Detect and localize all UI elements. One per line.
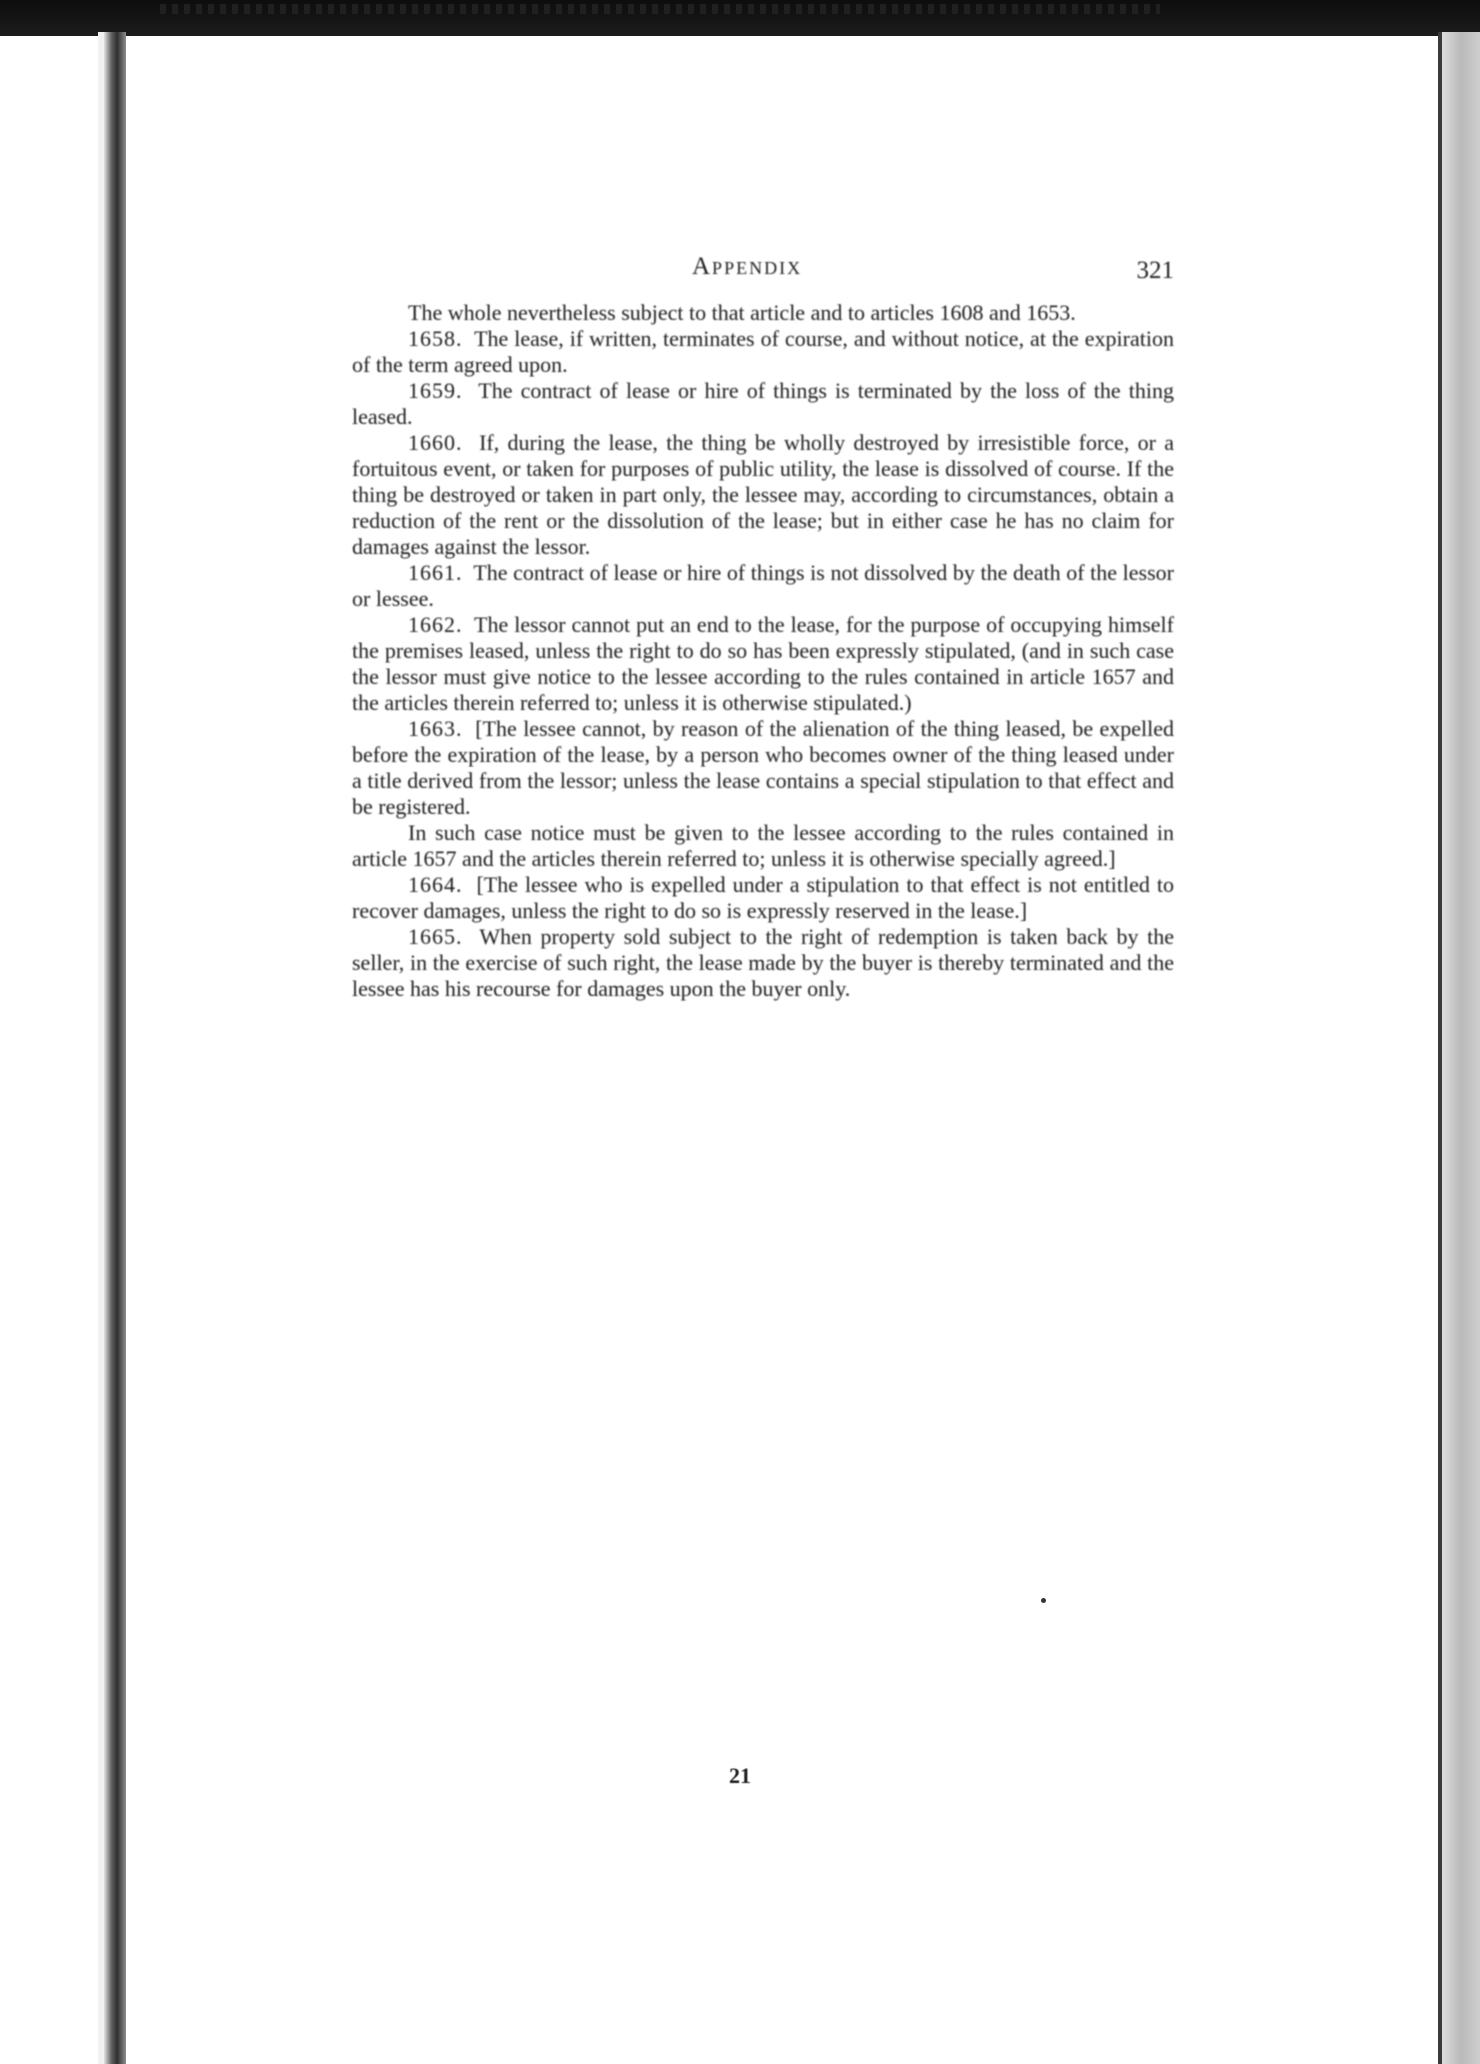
book-gutter-shadow [104, 32, 126, 2064]
scan-top-band [0, 0, 1480, 36]
paragraph-text: The lease, if written, terminates of course, and without notice, at the expiration of the term agreed upon. [352, 326, 1174, 377]
signature-mark: 21 [729, 1763, 751, 1788]
page-body [352, 250, 1174, 1002]
paragraph-text: In such case notice must be given to the lessee according to the rules contained in article 1657 and the articles therein referred to; unless it is otherwise specially agreed.] [352, 820, 1174, 871]
article-number: 1665. [408, 924, 463, 949]
paragraph-text: [The lessee cannot, by reason of the alienation of the thing leased, be expelled before the expiration of the lease, by a person who becomes owner of the thing leased under a title derived from the lessor; unless the lease contains a special stipulation to that effect and be registered. [352, 716, 1175, 819]
paragraph-text: The contract of lease or hire of things is not dissolved by the death of the lessor or lessee. [352, 560, 1174, 611]
page-header [352, 250, 1174, 300]
article-number: 1662. [408, 612, 463, 637]
paragraph-text: The whole nevertheless subject to that article and to articles 1608 and 1653. [408, 300, 1076, 325]
paragraph-text: The contract of lease or hire of things is terminated by the loss of the thing leased. [352, 378, 1174, 429]
article-number: 1663. [408, 716, 463, 741]
paragraph [352, 924, 1174, 1002]
paragraph [352, 612, 1174, 716]
paragraph [352, 326, 1174, 378]
article-number: 1660. [408, 430, 463, 455]
paragraph [352, 300, 1174, 326]
article-number: 1661. [408, 560, 463, 585]
scan-right-background [1442, 32, 1480, 2064]
article-number: 1658. [408, 326, 463, 351]
paragraph [352, 430, 1174, 560]
paragraph-text: When property sold subject to the right of redemption is taken back by the seller, in the exercise of such right, the lease made by the buyer is thereby terminated and the lessee has his recourse for damages upon the buyer only. [352, 924, 1174, 1001]
paragraph [352, 820, 1174, 872]
paragraph-text: [The lessee who is expelled under a stipulation to that effect is not entitled to recover damages, unless the right to do so is expressly reserved in the lease.] [352, 872, 1174, 923]
article-number: 1659. [408, 378, 463, 403]
paragraph [352, 378, 1174, 430]
paragraph [352, 560, 1174, 612]
paragraph-text: If, during the lease, the thing be wholly destroyed by irresistible force, or a fortuitous event, or taken for purposes of public utility, the lease is dissolved of course. If the thing be destroyed or taken in part only, the lessee may, according to circumstances, obtain a reduction of the rent or the dissolution of the lease; but in either case he has no claim for damages against the lessor. [352, 430, 1174, 559]
paragraph-text: The lessor cannot put an end to the lease, for the purpose of occupying himself the premises leased, unless the right to do so has been expressly stipulated, (and in such case the lessor must give notice to the lessee according to the rules contained in article 1657 and the articles therein referred to; unless it is otherwise stipulated.) [352, 612, 1174, 715]
ink-speck [1041, 1598, 1046, 1603]
running-head: Appendix [692, 253, 803, 280]
article-number: 1664. [408, 872, 463, 897]
paragraph [352, 716, 1174, 820]
paragraph [352, 872, 1174, 924]
page-number: 321 [1136, 257, 1174, 284]
